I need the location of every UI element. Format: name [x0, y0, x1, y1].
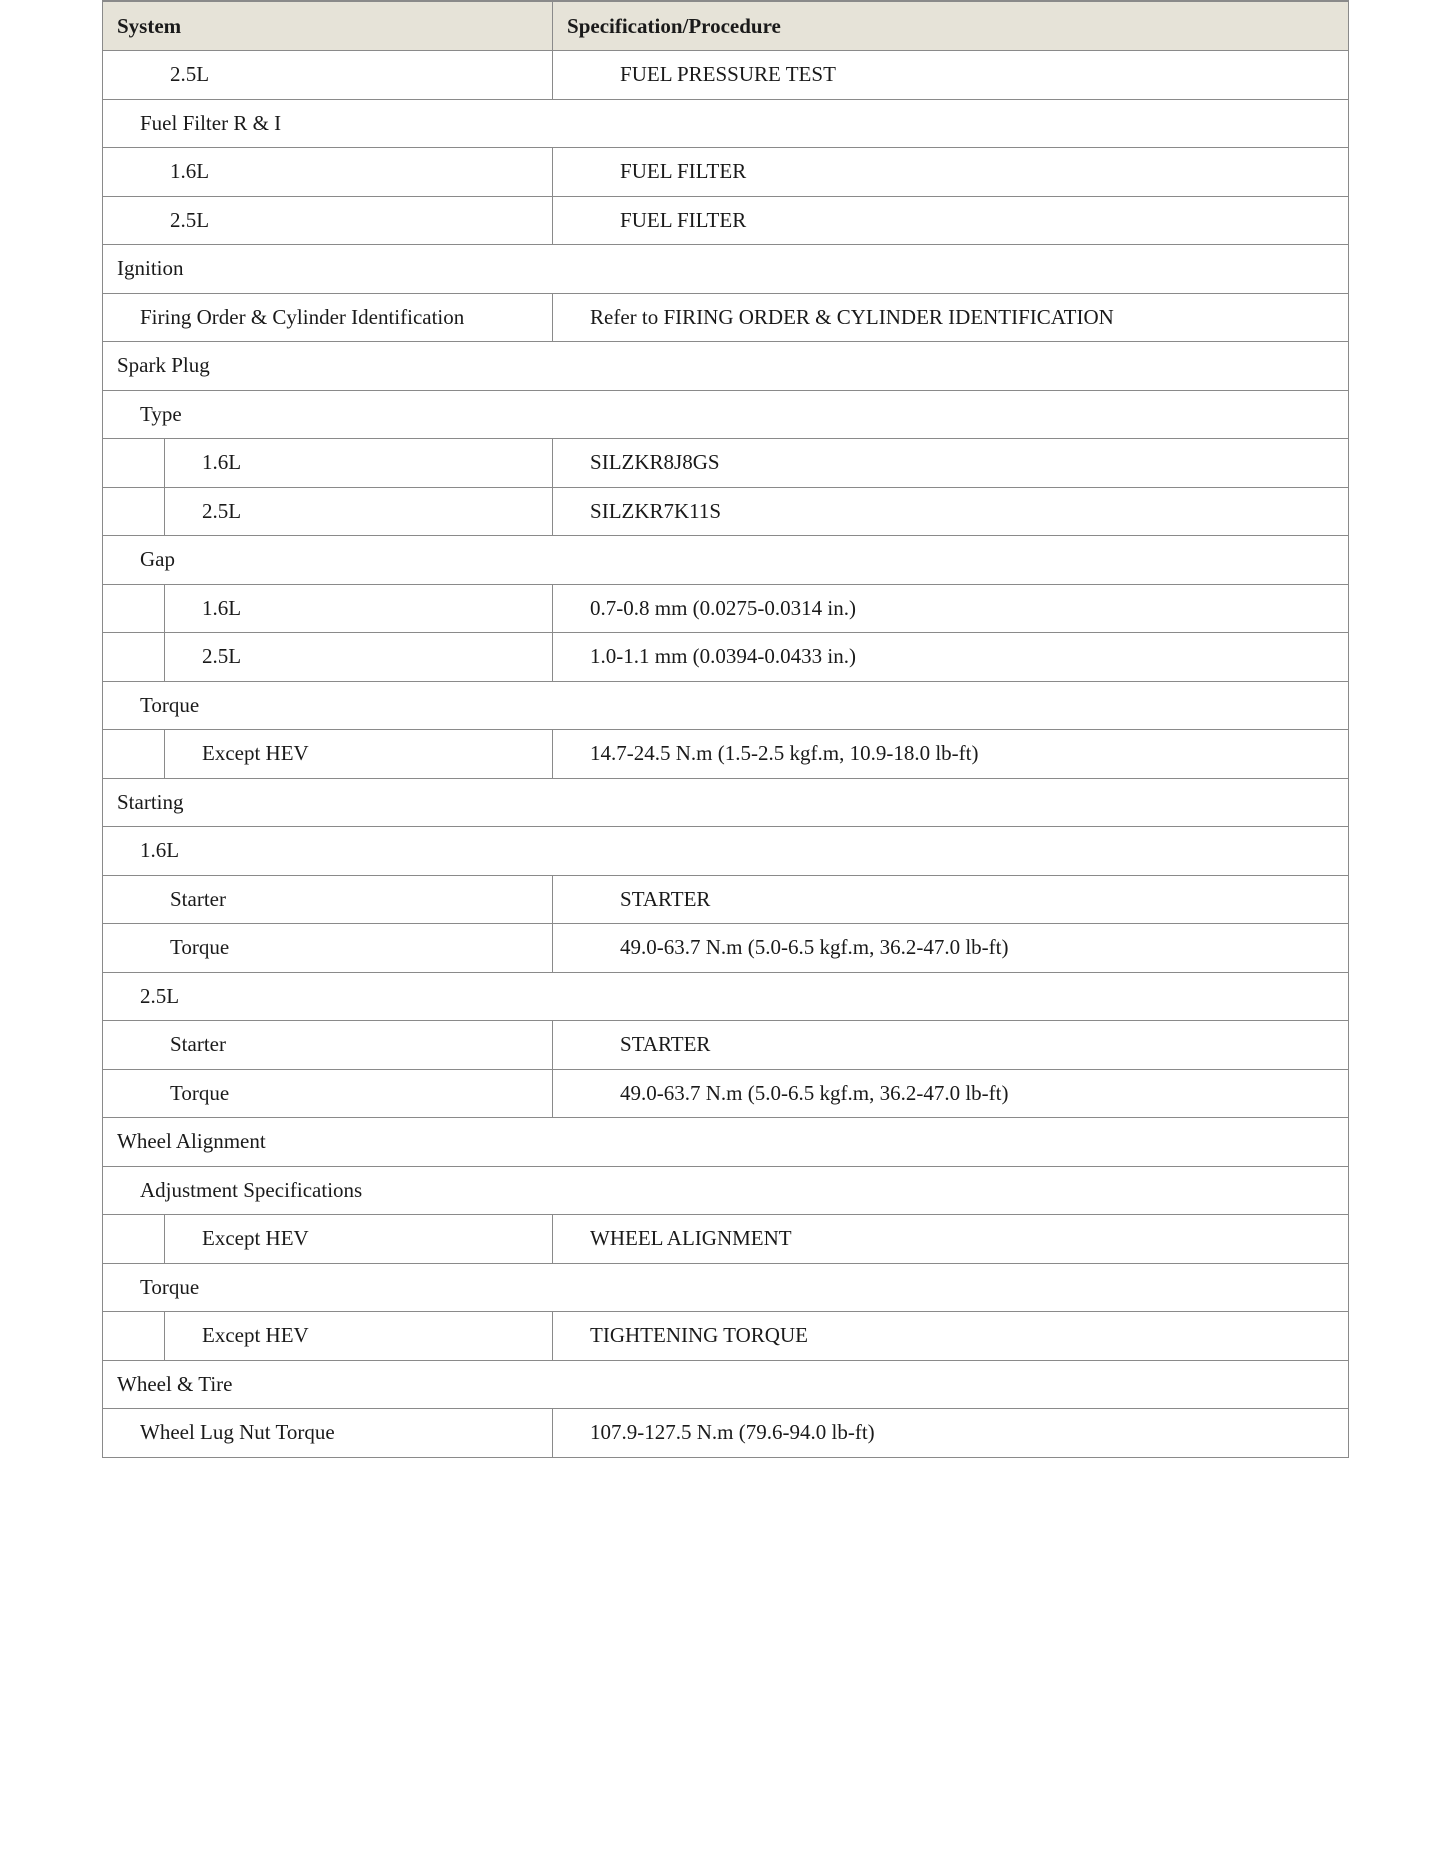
section-heading-cell: Starting [103, 778, 1349, 827]
spec-cell: FUEL FILTER [553, 148, 1349, 197]
spec-cell: 14.7-24.5 N.m (1.5-2.5 kgf.m, 10.9-18.0 lb-ft) [553, 730, 1349, 779]
system-cell: Firing Order & Cylinder Identification [103, 293, 553, 342]
spec-cell: TIGHTENING TORQUE [553, 1312, 1349, 1361]
indent-spacer-cell [103, 730, 165, 779]
indent-spacer-cell [103, 633, 165, 682]
spec-cell: FUEL PRESSURE TEST [553, 51, 1349, 100]
spec-cell: SILZKR7K11S [553, 487, 1349, 536]
system-cell: 1.6L [165, 584, 553, 633]
system-cell: Except HEV [165, 1215, 553, 1264]
subsection-heading-cell: Torque [103, 1263, 1349, 1312]
table-row [103, 245, 1349, 294]
table-row [103, 681, 1349, 730]
subsection-heading-cell: Torque [103, 681, 1349, 730]
subsection-heading-cell: Fuel Filter R & I [103, 99, 1349, 148]
subsection-heading-cell: 2.5L [103, 972, 1349, 1021]
system-cell: Starter [103, 875, 553, 924]
table-row [103, 293, 1349, 342]
spec-cell: 49.0-63.7 N.m (5.0-6.5 kgf.m, 36.2-47.0 lb-ft) [553, 1069, 1349, 1118]
table-row [103, 439, 1349, 488]
table-row [103, 972, 1349, 1021]
table-row [103, 1312, 1349, 1361]
table-row [103, 584, 1349, 633]
table-row [103, 827, 1349, 876]
subsection-heading-cell: Adjustment Specifications [103, 1166, 1349, 1215]
table-row [103, 390, 1349, 439]
system-cell: 2.5L [103, 51, 553, 100]
spec-cell: 107.9-127.5 N.m (79.6-94.0 lb-ft) [553, 1409, 1349, 1458]
system-cell: 2.5L [165, 487, 553, 536]
table-row [103, 99, 1349, 148]
table-row [103, 487, 1349, 536]
table-body [103, 51, 1349, 1458]
system-cell: Torque [103, 1069, 553, 1118]
table-row [103, 1215, 1349, 1264]
spec-cell: 0.7-0.8 mm (0.0275-0.0314 in.) [553, 584, 1349, 633]
subsection-heading-cell: 1.6L [103, 827, 1349, 876]
table-header-row [103, 1, 1349, 51]
subsection-heading-cell: Gap [103, 536, 1349, 585]
system-cell: Wheel Lug Nut Torque [103, 1409, 553, 1458]
indent-spacer-cell [103, 1215, 165, 1264]
indent-spacer-cell [103, 584, 165, 633]
indent-spacer-cell [103, 1312, 165, 1361]
specification-table [102, 0, 1349, 1458]
system-cell: Starter [103, 1021, 553, 1070]
system-cell: 2.5L [165, 633, 553, 682]
header-system: System [103, 1, 553, 51]
subsection-heading-cell: Type [103, 390, 1349, 439]
table-row [103, 1263, 1349, 1312]
table-row [103, 1118, 1349, 1167]
indent-spacer-cell [103, 439, 165, 488]
spec-cell: Refer to FIRING ORDER & CYLINDER IDENTIFICATION [553, 293, 1349, 342]
section-heading-cell: Spark Plug [103, 342, 1349, 391]
section-heading-cell: Ignition [103, 245, 1349, 294]
system-cell: 2.5L [103, 196, 553, 245]
table-row [103, 148, 1349, 197]
spec-cell: 1.0-1.1 mm (0.0394-0.0433 in.) [553, 633, 1349, 682]
table-row [103, 730, 1349, 779]
spec-cell: FUEL FILTER [553, 196, 1349, 245]
table-row [103, 51, 1349, 100]
spec-cell: 49.0-63.7 N.m (5.0-6.5 kgf.m, 36.2-47.0 lb-ft) [553, 924, 1349, 973]
table-row [103, 1166, 1349, 1215]
table-row [103, 875, 1349, 924]
table-row [103, 1069, 1349, 1118]
system-cell: Except HEV [165, 1312, 553, 1361]
system-cell: 1.6L [103, 148, 553, 197]
table-row [103, 196, 1349, 245]
system-cell: 1.6L [165, 439, 553, 488]
spec-cell: WHEEL ALIGNMENT [553, 1215, 1349, 1264]
spec-cell: STARTER [553, 875, 1349, 924]
system-cell: Torque [103, 924, 553, 973]
table-row [103, 1360, 1349, 1409]
indent-spacer-cell [103, 487, 165, 536]
table-row [103, 1021, 1349, 1070]
spec-cell: STARTER [553, 1021, 1349, 1070]
system-cell: Except HEV [165, 730, 553, 779]
table-row [103, 536, 1349, 585]
table-row [103, 778, 1349, 827]
table-row [103, 633, 1349, 682]
table-row [103, 924, 1349, 973]
table-row [103, 1409, 1349, 1458]
table-row [103, 342, 1349, 391]
section-heading-cell: Wheel & Tire [103, 1360, 1349, 1409]
spec-cell: SILZKR8J8GS [553, 439, 1349, 488]
header-specification-procedure: Specification/Procedure [553, 1, 1349, 51]
section-heading-cell: Wheel Alignment [103, 1118, 1349, 1167]
